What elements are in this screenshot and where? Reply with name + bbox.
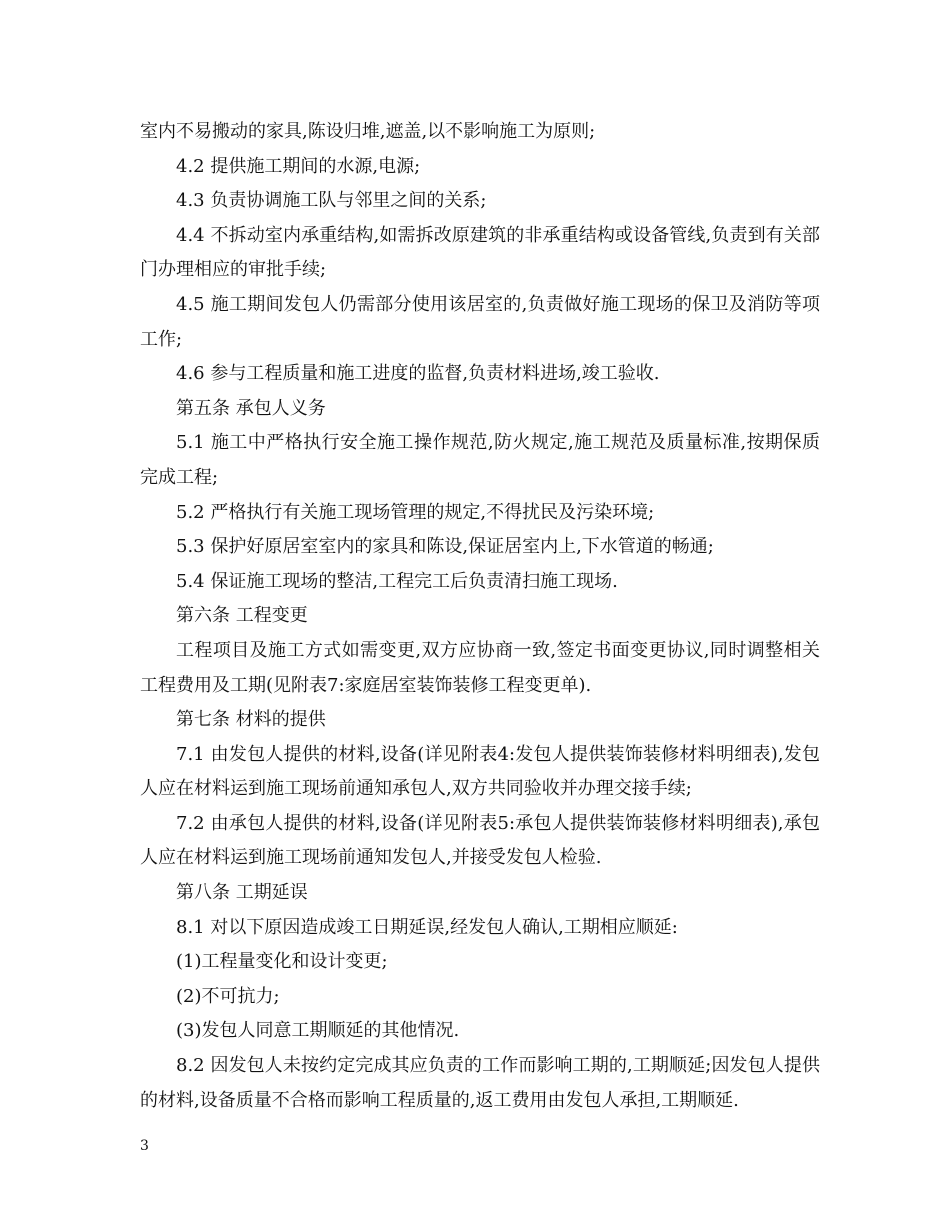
paragraph: 5.2 严格执行有关施工现场管理的规定,不得扰民及污染环境; [176, 501, 655, 523]
paragraph: 8.1 对以下原因造成竣工日期延误,经发包人确认,工期相应顺延: [176, 916, 678, 938]
paragraph: 4.6 参与工程质量和施工进度的监督,负责材料进场,竣工验收. [176, 363, 660, 385]
list-item: (1)工程量变化和设计变更; [176, 951, 388, 973]
paragraph: 4.3 负责协调施工队与邻里之间的关系; [176, 190, 487, 212]
document-body [140, 115, 820, 1118]
paragraph: 7.2 由承包人提供的材料,设备(详见附表5:承包人提供装饰装修材料明细表),承包人应在材料运到施工现场前通知发包人,并接受发包人检验. [140, 812, 820, 869]
paragraph: 4.5 施工期间发包人仍需部分使用该居室的,负责做好施工现场的保卫及消防等项工作; [140, 293, 820, 350]
list-item: (2)不可抗力; [176, 985, 280, 1007]
paragraph: 4.2 提供施工期间的水源,电源; [176, 155, 421, 177]
paragraph: 5.4 保证施工现场的整洁,工程完工后负责清扫施工现场. [176, 570, 618, 592]
paragraph: 5.1 施工中严格执行安全施工操作规范,防火规定,施工规范及质量标准,按期保质完成工程; [140, 432, 820, 488]
paragraph: 工程项目及施工方式如需变更,双方应协商一致,签定书面变更协议,同时调整相关工程费用及工期(见附表7:家庭居室装饰装修工程变更单). [140, 639, 820, 696]
list-item: (3)发包人同意工期顺延的其他情况. [176, 1020, 460, 1042]
section-heading: 第八条 工期延误 [176, 882, 308, 904]
section-heading: 第七条 材料的提供 [176, 709, 326, 731]
paragraph: 5.3 保护好原居室室内的家具和陈设,保证居室内上,下水管道的畅通; [176, 536, 714, 558]
section-heading: 第五条 承包人义务 [176, 397, 326, 419]
section-heading: 第六条 工程变更 [176, 605, 308, 627]
paragraph: 4.4 不拆动室内承重结构,如需拆改原建筑的非承重结构或设备管线,负责到有关部门办理相应的审批手续; [140, 224, 820, 281]
page-number: 3 [140, 1138, 149, 1154]
paragraph: 8.2 因发包人未按约定完成其应负责的工作而影响工期的,工期顺延;因发包人提供的材料,设备质量不合格而影响工程质量的,返工费用由发包人承担,工期顺延. [140, 1055, 820, 1111]
paragraph: 7.1 由发包人提供的材料,设备(详见附表4:发包人提供装饰装修材料明细表),发包人应在材料运到施工现场前通知承包人,双方共同验收并办理交接手续; [140, 743, 820, 800]
paragraph: 室内不易搬动的家具,陈设归堆,遮盖,以不影响施工为原则; [140, 121, 596, 142]
